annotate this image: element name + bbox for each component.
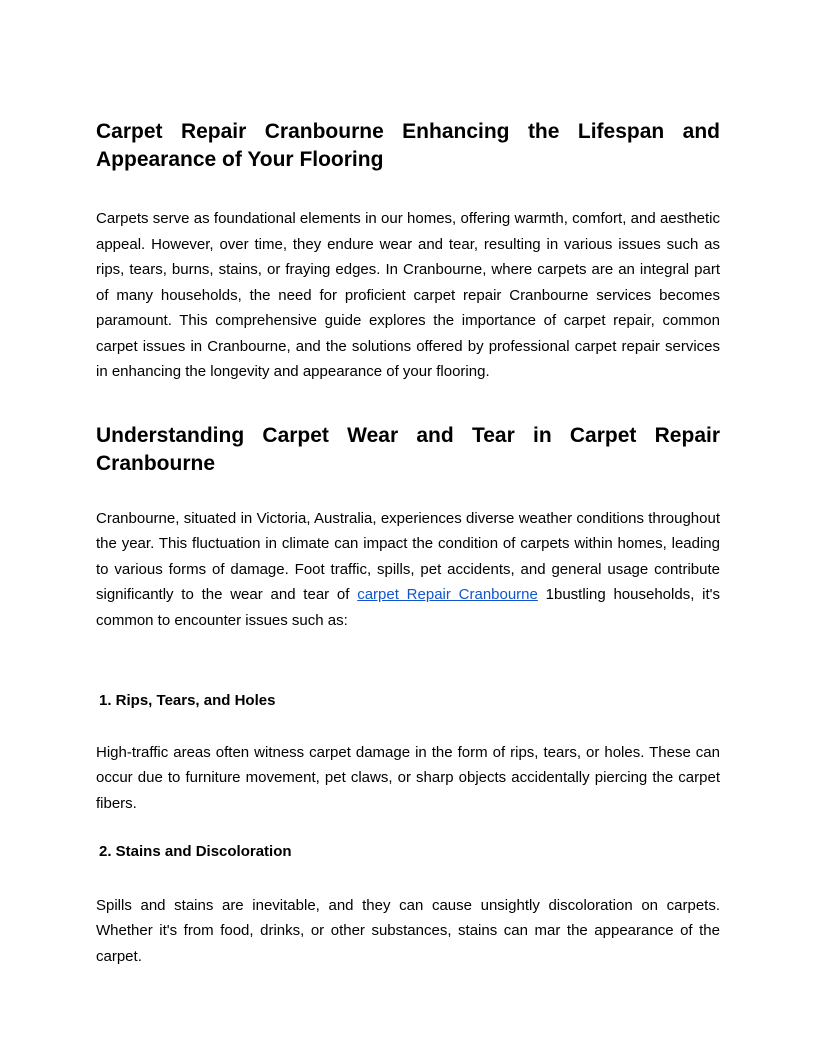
section-paragraph-before-link: Cranbourne, situated in Victoria, Australia, experiences diverse weather conditions throughout the year. This fluctuation in climate can impact the condition of carpets within homes, leading to various forms of damage. Foot traffic, spills, pet accidents, and general usage contribute significantly to the wear and tear of <box>96 509 720 603</box>
subsection-body-rips-tears-holes: High-traffic areas often witness carpet damage in the form of rips, tears, or holes. These can occur due to furniture movement, pet claws, or sharp objects accidentally piercing the carpet fibers. <box>96 743 720 812</box>
intro-paragraph: Carpets serve as foundational elements in our homes, offering warmth, comfort, and aesthetic appeal. However, over time, they endure wear and tear, resulting in various issues such as rips, tears, burns, stains, or fraying edges. In Cranbourne, where carpets are an integral part of many households, the need for proficient carpet repair Cranbourne services becomes paramount. This comprehensive guide explores the importance of carpet repair, common carpet issues in Cranbourne, and the solutions offered by professional carpet repair services in enhancing the longevity and appearance of your flooring. <box>96 210 720 380</box>
subsection-heading-stains-discoloration: 2. Stains and Discoloration <box>99 843 292 860</box>
section-paragraph <box>96 506 720 634</box>
subsection-body-stains-discoloration: Spills and stains are inevitable, and they can cause unsightly discoloration on carpets. Whether it's from food, drinks, or other substances, stains can mar the appearance of the carpet. <box>96 896 720 965</box>
subsection-heading-rips-tears-holes: 1. Rips, Tears, and Holes <box>99 692 276 709</box>
carpet-repair-cranbourne-link[interactable]: carpet Repair Cranbourne <box>357 586 538 603</box>
section-heading: Understanding Carpet Wear and Tear in Carpet Repair Cranbourne <box>96 423 720 475</box>
document-title: Carpet Repair Cranbourne Enhancing the Lifespan and Appearance of Your Flooring <box>96 120 720 171</box>
section-paragraph-after-link: 1bustling households, it's common to encounter issues such as: <box>96 586 721 629</box>
